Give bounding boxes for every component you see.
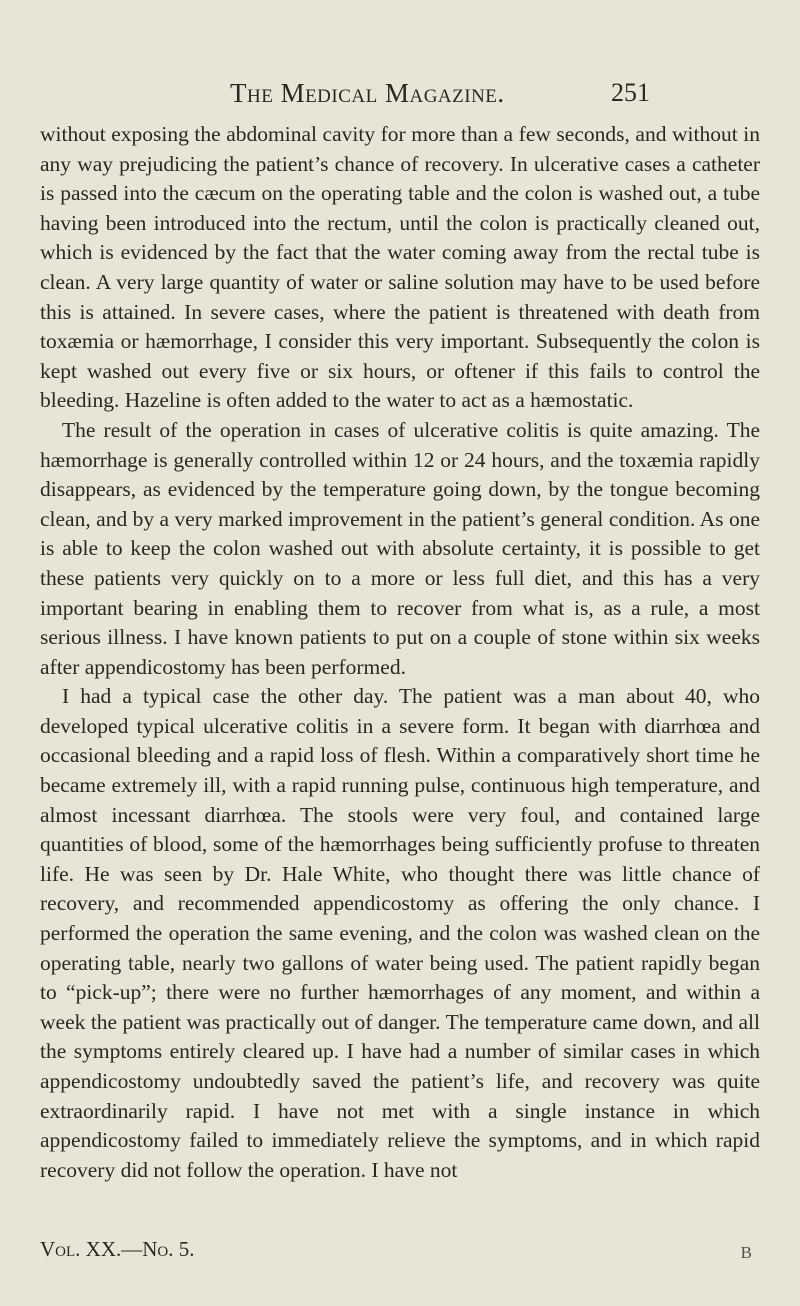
paragraph: The result of the operation in cases of ulcerative colitis is quite amazing. The hæmorrhage is generally controlled within 12 or 24 hours, and the toxæmia rapidly disappears, as evidenced by the temperature going down, by the tongue becoming clean, and by a very marked improvement in the patient’s general condition. As one is able to keep the colon washed out with absolute certainty, it is possible to get these patients very quickly on to a more or less full diet, and this has a very important bearing in enabling them to recover from what is, as a rule, a most serious illness. I have known patients to put on a couple of stone within six weeks after appendicostomy has been performed. (40, 417, 760, 679)
volume-number: Vol. XX.—No. 5. (40, 1237, 195, 1261)
running-head (230, 78, 650, 118)
journal-title: The Medical Magazine. (230, 78, 505, 108)
page-number: 251 (611, 78, 650, 107)
article-body (40, 120, 760, 1185)
paragraph: without exposing the abdominal cavity for more than a few seconds, and without in any way prejudicing the patient’s chance of recovery. In ulcerative cases a catheter is passed into the cæcum on the operating table and the colon is washed out, a tube having been introduced into the rectum, until the colon is practically cleaned out, which is evidenced by the fact that the water coming away from the rectal tube is clean. A very large quantity of water or saline solution may have to be used before this is attained. In severe cases, where the patient is threatened with death from toxæmia or hæmorrhage, I consider this very important. Subsequently the colon is kept washed out every five or six hours, or oftener if this fails to control the bleeding. Hazeline is often added to the water to act as a hæmostatic. (40, 122, 760, 413)
page-footer (40, 1237, 760, 1267)
signature-mark: B (740, 1243, 752, 1262)
paragraph: I had a typical case the other day. The patient was a man about 40, who developed typical ulcerative colitis in a severe form. It began with diarrhœa and occasional bleeding and a rapid loss of flesh. Within a comparatively short time he became extremely ill, with a rapid running pulse, continuous high temperature, and almost incessant diarrhœa. The stools were very foul, and contained large quantities of blood, some of the hæmorrhages being sufficiently profuse to threaten life. He was seen by Dr. Hale White, who thought there was little chance of recovery, and recommended appendicostomy as offering the only chance. I performed the operation the same evening, and the colon was washed clean on the operating table, nearly two gallons of water being used. The patient rapidly began to “pick-up”; there were no further hæmorrhages of any moment, and within a week the patient was practically out of danger. The temperature came down, and all the symptoms entirely cleared up. I have had a number of similar cases in which appendicostomy undoubtedly saved the patient’s life, and recovery was quite extraordinarily rapid. I have not met with a single instance in which appendicostomy failed to immediately relieve the symptoms, and in which rapid recovery did not follow the operation. I have not (40, 684, 760, 1182)
